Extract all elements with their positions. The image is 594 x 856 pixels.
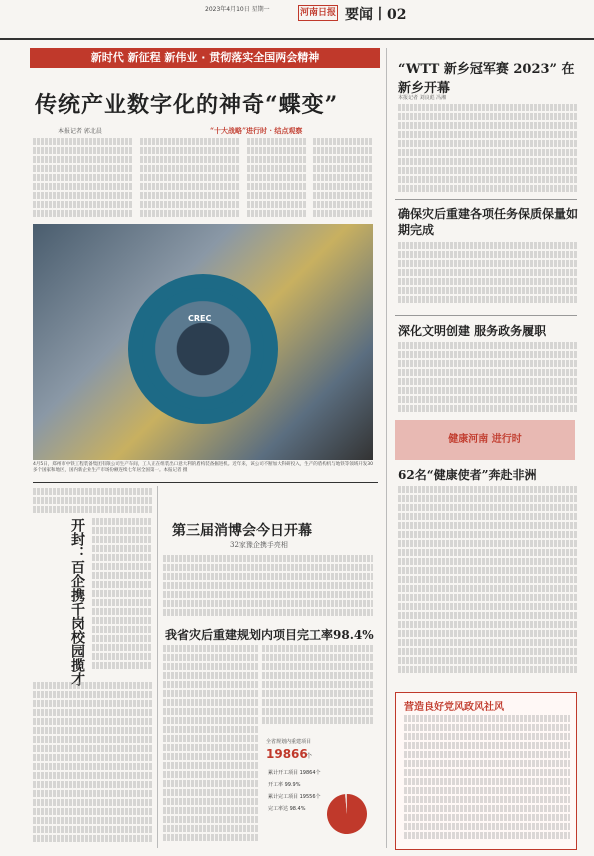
- stats-item: 完工率达 98.4%: [268, 806, 306, 812]
- rebuild-headline: 确保灾后重建各项任务保质保量如期完成: [398, 207, 579, 237]
- civility-body: [398, 342, 578, 416]
- wtt-headline: “WTT 新乡冠军赛 2023” 在新乡开幕: [398, 62, 575, 96]
- party-style-column: [395, 692, 577, 850]
- stats-item: 开工率 99.9%: [268, 782, 301, 788]
- tbm-cutterhead: [128, 274, 278, 424]
- rebuild-rate-body: [163, 645, 258, 847]
- body-column: [140, 138, 240, 220]
- stats-label: 全省规划内重建项目: [266, 739, 312, 745]
- divider: [395, 315, 577, 316]
- header-date: 2023年4月10日 星期一: [205, 6, 270, 13]
- body-column: [313, 138, 373, 220]
- stats-item: 累计开工项目 19864个: [268, 770, 321, 776]
- kaifeng-lead: [33, 488, 153, 516]
- body-column: [247, 138, 307, 220]
- main-headline: 传统产业数字化的神奇“蝶变”: [35, 92, 339, 118]
- party-style-title: 营造良好党风政风社风: [404, 702, 504, 713]
- section-label: 要闻丨02: [345, 7, 407, 23]
- rebuild-body: [398, 242, 578, 310]
- kaifeng-body: [92, 518, 152, 678]
- expo-subtitle: 32家豫企携手亮相: [230, 541, 288, 549]
- column-divider: [157, 486, 158, 848]
- page-header: [0, 0, 594, 40]
- newspaper-logo: 河南日报: [298, 5, 338, 21]
- divider: [395, 199, 577, 200]
- column-divider: [386, 48, 387, 848]
- kaifeng-body-2: [33, 682, 153, 848]
- africa-headline: 62名“健康使者”奔赴非洲: [398, 468, 537, 482]
- africa-body: [398, 486, 578, 686]
- stats-item: 累计完工项目 19556个: [268, 794, 321, 800]
- health-henan-promo: 健康河南 进行时: [395, 420, 575, 460]
- tbm-brand-label: CREC: [188, 314, 212, 323]
- stats-unit: 个: [306, 753, 313, 760]
- rebuild-stats-chart: [262, 734, 372, 844]
- expo-headline: 第三届消博会今日开幕: [172, 523, 312, 539]
- tunnel-boring-machine-photo: [33, 224, 373, 460]
- section-rule: [33, 482, 378, 483]
- wtt-body: [398, 104, 578, 196]
- main-kicker: “十大战略”进行时 · 结点观察: [210, 126, 303, 135]
- body-column: [33, 138, 133, 220]
- expo-body: [163, 555, 373, 621]
- rebuild-rate-headline: 我省灾后重建规划内项目完工率98.4%: [165, 628, 374, 642]
- civility-headline: 深化文明创建 服务政务履职: [398, 324, 547, 338]
- main-byline: 本报记者 郭北晨: [58, 128, 102, 135]
- party-style-body: [404, 715, 570, 845]
- wtt-byline: 本报记者 刘良彪 冯湘: [398, 95, 447, 101]
- theme-banner: 新时代 新征程 新伟业 · 贯彻落实全国两会精神: [30, 48, 380, 68]
- stats-total: 19866: [266, 747, 308, 761]
- rebuild-rate-body-2: [262, 645, 374, 729]
- photo-caption: 4月5日，郑州市中铁工程装备集团有限公司生产车间，工人正在组装出口意大利的盾构装备掘进机。近年来，该公司不断加大科研投入，生产的盾构机与地铁等领域开发30多个国家和地区，国内新企业生产市场份额连续七年居全国第一。本报记者 摄: [33, 462, 373, 473]
- kaifeng-vertical-headline: 开封：百企携千岗校园揽才: [69, 518, 85, 686]
